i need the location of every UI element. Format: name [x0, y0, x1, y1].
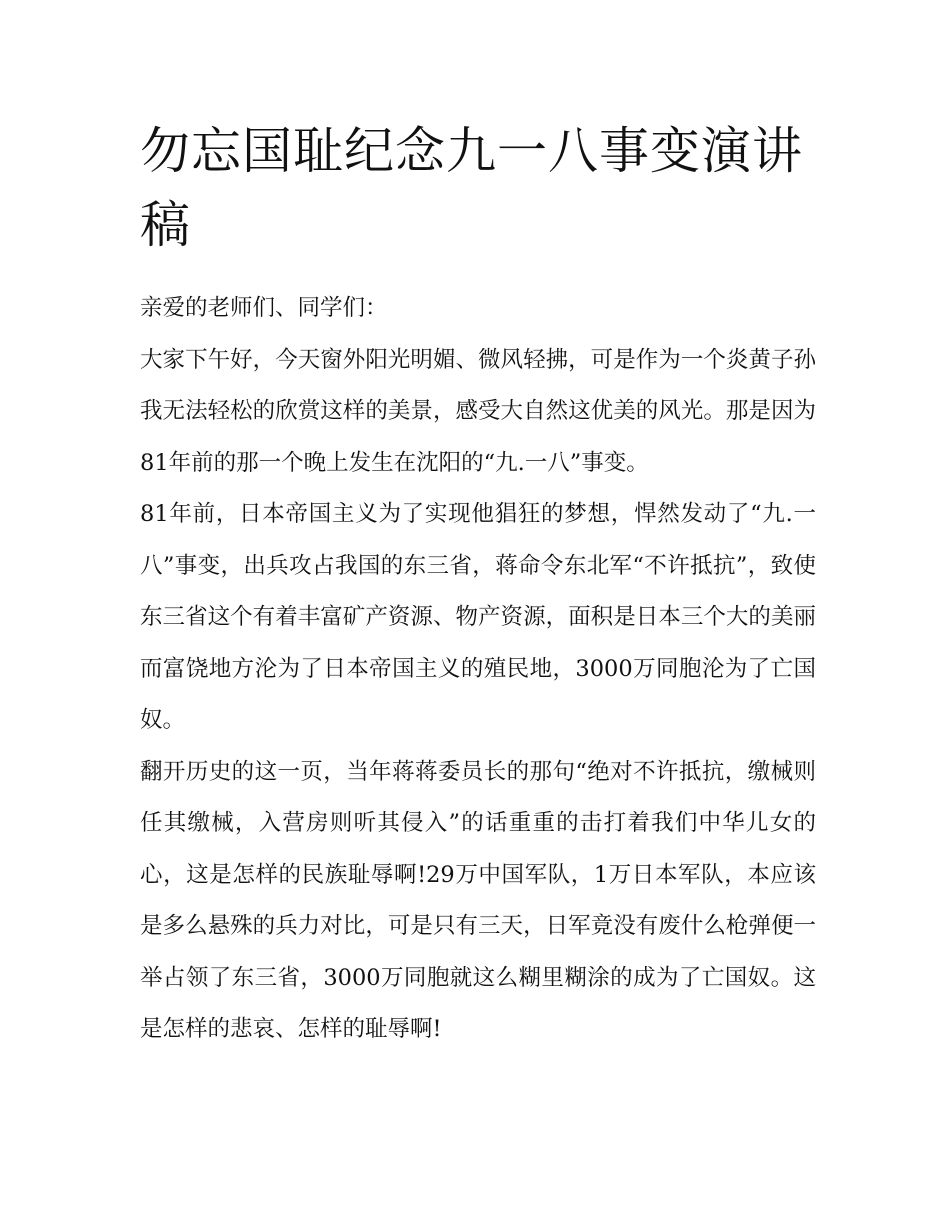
document-body	[140, 283, 816, 1056]
paragraph: 81年前，日本帝国主义为了实现他猖狂的梦想，悍然发动了“九.一八”事变，出兵攻占我国的东三省，蒋命令东北军“不许抵抗”，致使东三省这个有着丰富矿产资源、物产资源，面积是日本三个大的美丽而富饶地方沦为了日本帝国主义的殖民地，3000万同胞沦为了亡国奴。	[140, 501, 816, 733]
paragraph: 翻开历史的这一页，当年蒋蒋委员长的那句“绝对不许抵抗，缴械则任其缴械，入营房则听其侵入”的话重重的击打着我们中华儿女的心，这是怎样的民族耻辱啊!29万中国军队，1万日本军队，本应该是多么悬殊的兵力对比，可是只有三天，日军竟没有废什么枪弹便一举占领了东三省，3000万同胞就这么糊里糊涂的成为了亡国奴。这是怎样的悲哀、怎样的耻辱啊!	[140, 758, 816, 1042]
document-title: 勿忘国耻纪念九一八事变演讲稿	[140, 122, 803, 254]
paragraph: 大家下午好，今天窗外阳光明媚、微风轻拂，可是作为一个炎黄子孙我无法轻松的欣赏这样的美景，感受大自然这优美的风光。那是因为81年前的那一个晚上发生在沈阳的“九.一八”事变。	[140, 346, 816, 476]
salutation: 亲爱的老师们、同学们：	[140, 295, 388, 321]
